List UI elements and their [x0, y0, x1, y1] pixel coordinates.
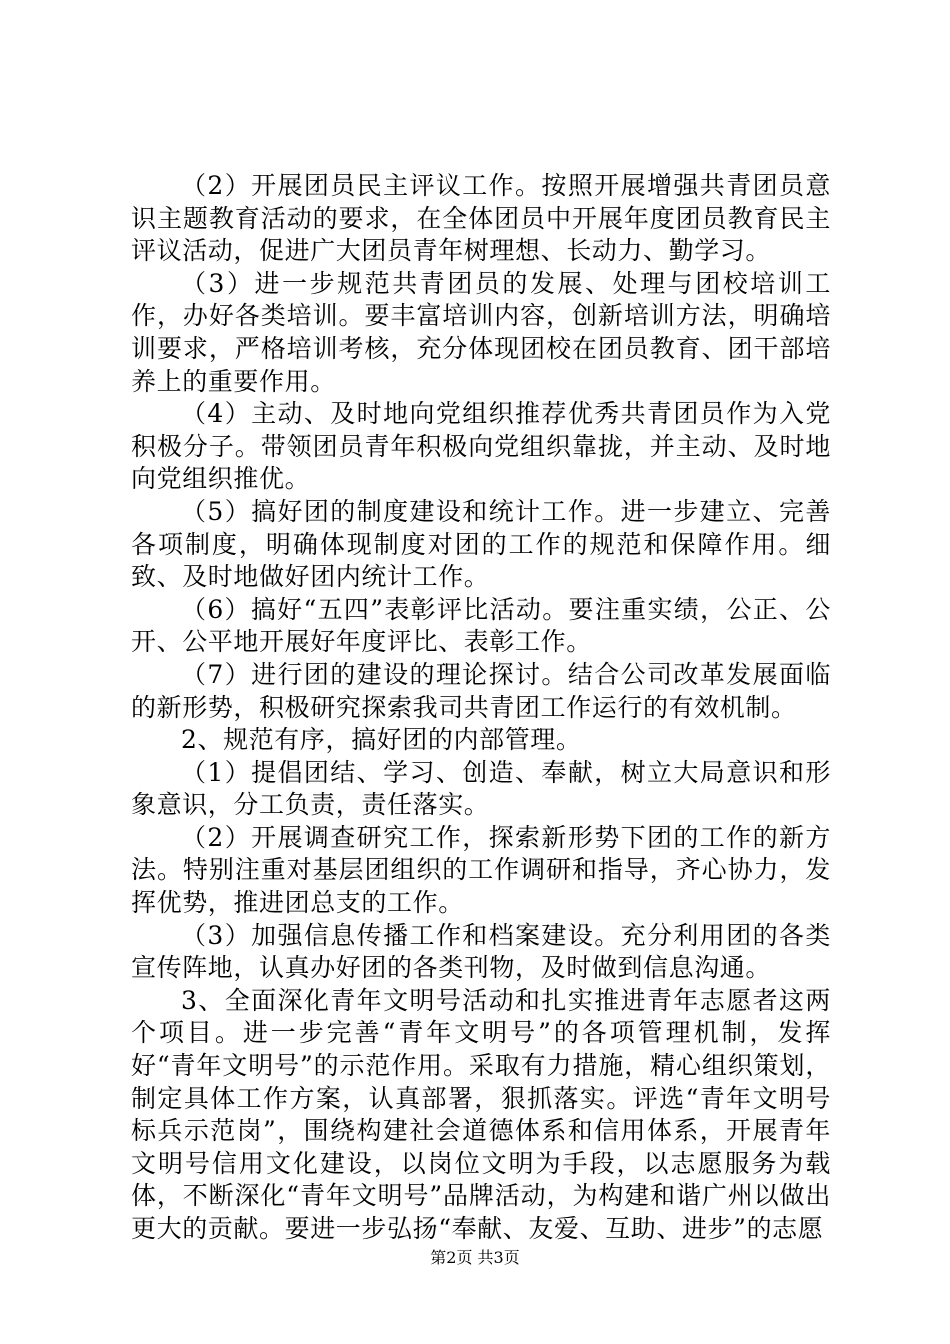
page-number-footer: 第2页 共3页: [430, 1248, 520, 1267]
paragraph-internal-management-heading: 2、规范有序，搞好团的内部管理。: [181, 725, 582, 755]
paragraph-investigation: （2）开展调查研究工作，探索新形势下团的工作的新方法。特别注重对基层团组织的工作调研和指导，齐心协力，发挥优势，推进团总支的工作。: [131, 822, 831, 918]
paragraph-unity: （1）提倡团结、学习、创造、奉献，树立大局意识和形象意识，分工负责，责任落实。: [131, 757, 831, 820]
paragraph-party-recommendation: （4）主动、及时地向党组织推荐优秀共青团员作为入党积极分子。带领团员青年积极向党组织靠拢，并主动、及时地向党组织推优。: [131, 399, 831, 494]
paragraph-evaluation: （2）开展团员民主评议工作。按照开展增强共青团员意识主题教育活动的要求，在全体团员中开展年度团员教育民主评议活动，促进广大团员青年树理想、长动力、勤学习。: [131, 171, 831, 266]
document-body: [131, 170, 831, 1246]
paragraph-training: （3）进一步规范共青团员的发展、处理与团校培训工作，办好各类培训。要丰富培训内容，创新培训方法，明确培训要求，严格培训考核，充分体现团校在团员教育、团干部培养上的重要作用。: [131, 268, 831, 396]
paragraph-theory-research: （7）进行团的建设的理论探讨。结合公司改革发展面临的新形势，积极研究探索我司共青团工作运行的有效机制。: [131, 659, 831, 722]
paragraph-may-fourth-awards: （6）搞好“五四”表彰评比活动。要注重实绩，公正、公开、公平地开展好年度评比、表彰工作。: [131, 594, 831, 657]
paragraph-youth-civilization: 3、全面深化青年文明号活动和扎实推进青年志愿者这两个项目。进一步完善“青年文明号”的各项管理机制，发挥好“青年文明号”的示范作用。采取有力措施，精心组织策划，制定具体工作方案，认真部署，狠抓落实。评选“青年文明号标兵示范岗”，围绕构建社会道德体系和信用体系，开展青年文明号信用文化建设，以岗位文明为手段，以志愿服务为载体，不断深化“青年文明号”品牌活动，为构建和谐广州以做出更大的贡献。要进一步弘扬“奉献、友爱、互助、进步”的志愿: [131, 985, 831, 1243]
paragraph-information: （3）加强信息传播工作和档案建设。充分利用团的各类宣传阵地，认真办好团的各类刊物，及时做到信息沟通。: [131, 920, 831, 983]
paragraph-system-statistics: （5）搞好团的制度建设和统计工作。进一步建立、完善各项制度，明确体现制度对团的工作的规范和保障作用。细致、及时地做好团内统计工作。: [131, 496, 831, 592]
